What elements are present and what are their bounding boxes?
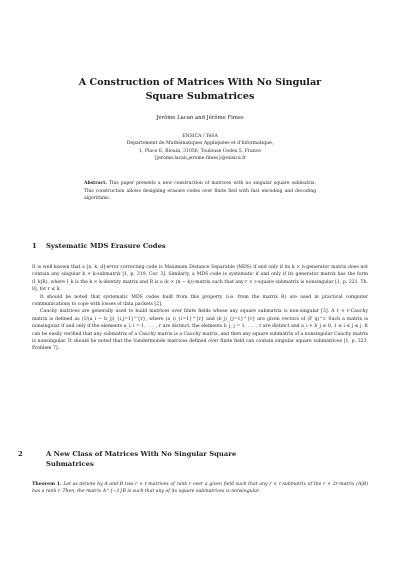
affiliation-block	[60, 133, 340, 163]
section-1-paragraph-2: It should be noted that systematic MDS codes built from this property (i.e. from the matrix R) are used in practical computer communications to cope with losses of data packets [2].	[32, 294, 368, 308]
section-1-paragraph-3: Cauchy matrices are generally used to build matrices over finite fields whose any square submatrix is non-singular [3]. A r × r-Cauchy matrix is defined as (1/(a_i − b_j))_{i,j=1}^{r}, where (a_i)_{i=1}^{r} and (b_j)_{j=1}^{r} are given vectors of (F_q)^r. Such a matrix is nonsingular if and only if the elements a_i, i = 1, . . . , r are distinct, the elements b_j, j = 1, . . . , r are distinct and a_i + b_j ≠ 0, 1 ≤ i ≤ j ≤ j. It can be easily verified that any submatrix of a Cauchy matrix is a Cauchy matrix, and then any square submatrix of a nonsingular Cauchy matrix is nonsingular. It should be noted that the Vandermonde matrices defined over finite field can contain singular square submatrices [1, p. 323, Problem 7].	[32, 309, 368, 352]
abstract-text: This paper presents a new construction of matrices with no singular square submatrix. This construction allows designing erasure codes over finite fied with fast encoding and decoding algorithms.	[84, 181, 316, 201]
section-2-title-line-2: Submatrices	[46, 460, 94, 468]
title-line-1: A Construction of Matrices With No Singular	[78, 77, 322, 88]
theorem-label: Theorem 1.	[32, 482, 62, 487]
theorem-text: Let as denote by A and B two r × r-matrices of rank r over a given field such that any r × r-submatrix of the r × 2r-matrix (A|B) has a rank r. Then, the matrix A^{−1}B is such that any of its square submatrices is nonsingular.	[32, 482, 369, 495]
section-1-number: 1	[32, 242, 37, 250]
theorem-1	[32, 481, 368, 496]
affiliation-line-1: ENSICA / TéSA	[182, 134, 218, 139]
title-line-2: Square Submatrices	[145, 91, 255, 102]
section-2-title-line-1: A New Class of Matrices With No Singular Square	[46, 450, 237, 458]
section-1-body	[32, 264, 368, 353]
section-2-number: 2	[18, 450, 23, 458]
section-1-paragraph-1: It is well known that a [n, k, d]-error correcting code is Maximum Distance Separable (MDS) if and only if its k × n-generator matrix does not contain any singular k × k-submatrix [1, p. 319, Cor. 3]. Similarly, a MDS code is systematic if and only if its generator matrix has the form (I_k|R), where I_k is the k × k-identity matrix and R is a (k × (n − k))-matrix such that any r × r-square submatrix is nonsingular [1, p. 321, Th. 8], for r ≤ k.	[32, 265, 368, 293]
paper-title	[60, 76, 340, 104]
section-1-title: Systematic MDS Erasure Codes	[46, 242, 166, 250]
abstract	[84, 180, 316, 203]
section-1-heading	[32, 241, 368, 251]
affiliation-line-3: 1, Place E. Blouin, 31056, Toulouse Cedex 5, France	[139, 148, 261, 154]
section-2-heading	[18, 449, 382, 469]
abstract-label: Abstract.	[84, 181, 107, 186]
paper-authors: Jérôme Lacan and Jérôme Fimes	[156, 115, 244, 121]
affiliation-line-2: Département de Mathématiques Appliquées et d'Informatique,	[126, 141, 274, 147]
author-emails: {jerome.lacan,jerome.fimes}@ensica.fr	[153, 156, 247, 162]
